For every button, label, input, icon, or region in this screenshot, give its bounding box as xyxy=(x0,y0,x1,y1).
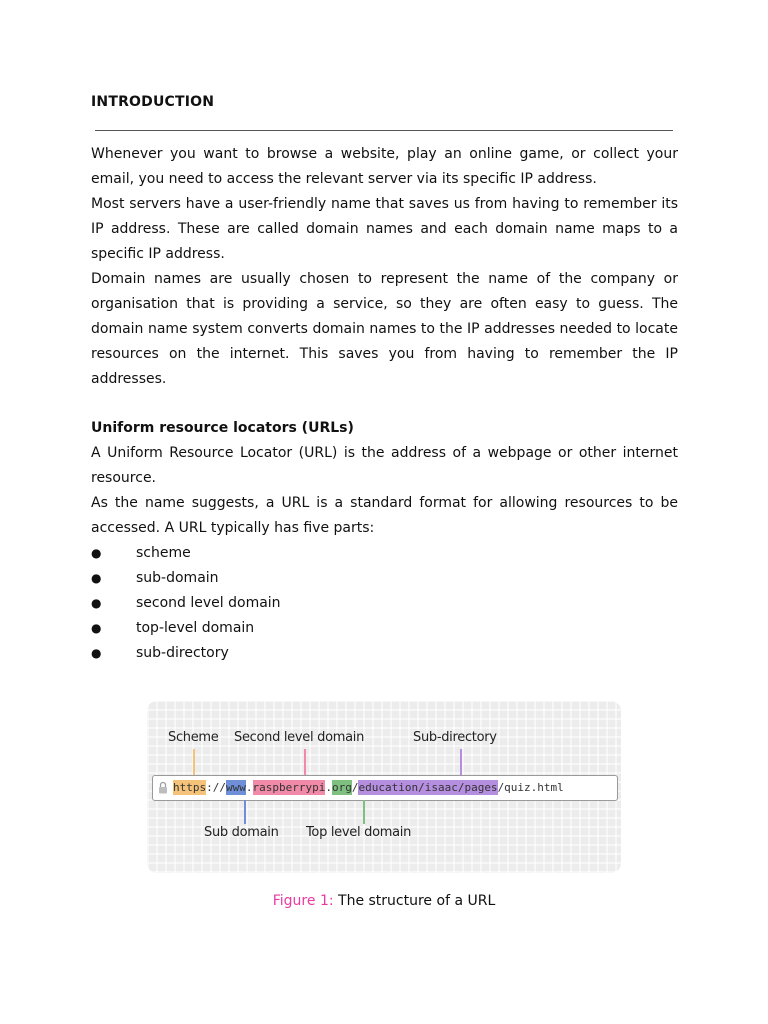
lock-icon xyxy=(158,781,168,794)
list-item xyxy=(91,591,678,616)
url-dot: . xyxy=(325,781,332,794)
url-separator: :// xyxy=(206,781,226,794)
url-text xyxy=(173,780,564,796)
section-heading: INTRODUCTION xyxy=(91,94,215,110)
list-item xyxy=(91,616,678,641)
second-level-domain-label: Second level domain xyxy=(234,730,365,745)
figure-caption-text: The structure of a URL xyxy=(333,893,496,909)
sub-directory-label: Sub-directory xyxy=(413,730,497,745)
intro-paragraph: Domain names are usually chosen to represent the name of the company or organisation that is providing a service, so they are often easy to guess. The domain name system converts domain names to the IP addresses needed to locate resources on the internet. This saves you from having to remember the IP addresses. xyxy=(91,271,678,387)
url-top-level-domain: org xyxy=(331,781,352,794)
scheme-connector xyxy=(193,749,195,776)
url-sub-directory: education/isaac/pages xyxy=(358,781,498,794)
list-item xyxy=(91,541,678,566)
bullet-icon: ● xyxy=(91,546,102,560)
second-level-connector xyxy=(304,749,306,776)
url-section xyxy=(91,416,678,666)
list-item xyxy=(91,566,678,591)
intro-paragraph: Whenever you want to browse a website, play an online game, or collect your email, you need to access the relevant server via its specific IP address. xyxy=(91,146,678,187)
top-level-domain-label: Top level domain xyxy=(306,825,412,840)
intro-paragraph: Most servers have a user-friendly name that saves us from having to remember its IP address. These are called domain names and each domain name maps to a specific IP address. xyxy=(91,196,678,262)
url-scheme: https xyxy=(173,781,207,794)
url-bar xyxy=(152,775,618,801)
list-item-label: second level domain xyxy=(136,595,281,611)
sub-domain-connector xyxy=(244,800,246,824)
url-paragraph: As the name suggests, a URL is a standard format for allowing resources to be accessed. A URL typically has five parts: xyxy=(91,495,678,536)
intro-text xyxy=(91,142,678,392)
horizontal-rule xyxy=(95,130,673,131)
url-dot: . xyxy=(245,781,253,794)
top-level-connector xyxy=(363,800,365,824)
url-paragraph: A Uniform Resource Locator (URL) is the address of a webpage or other internet resource. xyxy=(91,445,678,486)
bullet-icon: ● xyxy=(91,596,102,610)
list-item-label: scheme xyxy=(136,545,191,561)
url-slash: / xyxy=(351,781,359,794)
figure-number: Figure 1: xyxy=(272,893,334,909)
url-structure-figure xyxy=(147,701,621,873)
bullet-icon: ● xyxy=(91,571,102,585)
sub-directory-connector xyxy=(460,749,462,776)
scheme-label: Scheme xyxy=(168,730,219,745)
sub-domain-label: Sub domain xyxy=(204,825,279,840)
list-item-label: sub-domain xyxy=(136,570,219,586)
url-section-title: Uniform resource locators (URLs) xyxy=(91,420,354,436)
bullet-icon: ● xyxy=(91,621,102,635)
list-item xyxy=(91,641,678,666)
list-item-label: sub-directory xyxy=(136,645,229,661)
figure-caption xyxy=(0,893,768,909)
bullet-icon: ● xyxy=(91,646,102,660)
list-item-label: top-level domain xyxy=(136,620,255,636)
url-file: /quiz.html xyxy=(497,781,564,794)
url-sub-domain: www xyxy=(226,781,246,794)
url-second-level-domain: raspberrypi xyxy=(252,781,326,794)
url-parts-list xyxy=(91,541,678,666)
